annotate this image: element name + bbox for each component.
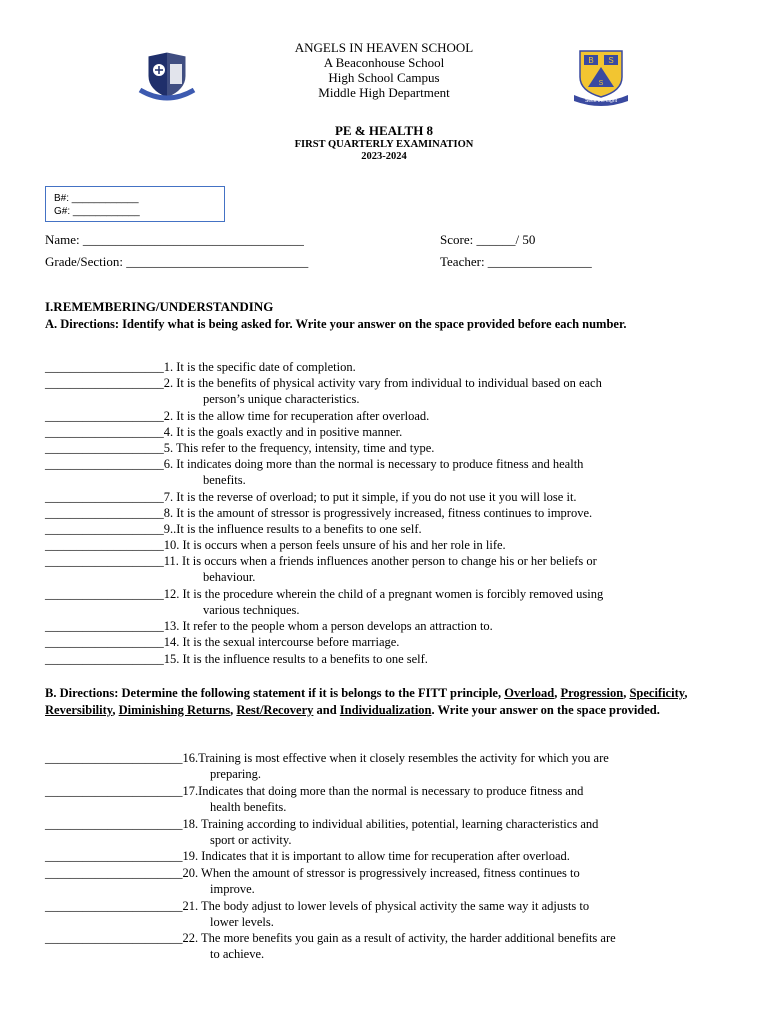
question-item bbox=[45, 930, 616, 962]
question-text: 19. Indicates that it is important to allow time for recuperation after overload. bbox=[182, 849, 570, 864]
question-item bbox=[45, 375, 602, 407]
subject-title: PE & HEALTH 8 bbox=[334, 123, 434, 138]
question-item bbox=[45, 359, 356, 375]
answer-blank[interactable]: ___________________ bbox=[45, 376, 164, 391]
question-text: 17.Indicates that doing more than the normal is necessary to produce fitness and bbox=[182, 783, 584, 798]
question-item bbox=[45, 848, 570, 864]
term-individualization: Individualization bbox=[339, 703, 432, 717]
question-text: 20. When the amount of stressor is progressively increased, fitness continues to bbox=[182, 865, 580, 880]
answer-blank[interactable]: ______________________ bbox=[45, 783, 183, 798]
logo-motto: Seek the Light bbox=[585, 98, 617, 104]
question-text: 12. It is the procedure wherein the child of a pregnant women is forcibly removed using bbox=[163, 586, 604, 601]
question-item bbox=[45, 651, 428, 667]
answer-blank[interactable]: ___________________ bbox=[45, 489, 164, 504]
answer-blank[interactable]: ___________________ bbox=[45, 457, 164, 472]
answer-blank[interactable]: ___________________ bbox=[45, 424, 164, 439]
question-item bbox=[45, 440, 434, 456]
question-item bbox=[45, 618, 493, 634]
question-text-continued: preparing. bbox=[210, 767, 262, 781]
question-item bbox=[45, 750, 609, 782]
question-text: 18. Training according to individual abilities, potential, learning characteristics and bbox=[182, 816, 599, 831]
school-campus: High School Campus bbox=[328, 70, 440, 85]
question-text: 5. This refer to the frequency, intensity, time and type. bbox=[163, 441, 435, 455]
school-name: ANGELS IN HEAVEN SCHOOL bbox=[294, 40, 474, 55]
question-text-continued: health benefits. bbox=[210, 799, 287, 814]
question-text-continued: to achieve. bbox=[210, 947, 265, 962]
question-text: 7. It is the reverse of overload; to put it simple, if you do not use it you will lose it. bbox=[163, 489, 577, 504]
school-affiliation: A Beaconhouse School bbox=[323, 55, 445, 70]
term-overload: Overload bbox=[504, 686, 555, 700]
answer-blank[interactable]: ______________________ bbox=[45, 898, 183, 913]
answer-blank[interactable]: ______________________ bbox=[45, 849, 183, 864]
directions-b-prefix: B. Directions: Determine the following statement if it is belongs to the FITT principle, bbox=[45, 686, 502, 700]
question-item bbox=[45, 634, 399, 650]
term-rest-recovery: Rest/Recovery bbox=[236, 703, 314, 717]
exam-title: FIRST QUARTERLY EXAMINATION bbox=[294, 139, 474, 150]
answer-blank[interactable]: ___________________ bbox=[45, 619, 164, 634]
answer-blank[interactable]: ______________________ bbox=[45, 816, 183, 831]
question-text: 11. It is occurs when a friends influences another person to change his or her beliefs or bbox=[163, 554, 597, 569]
question-item bbox=[45, 521, 422, 537]
term-diminishing-returns: Diminishing Returns bbox=[118, 703, 231, 717]
exam-year: 2023-2024 bbox=[361, 151, 407, 162]
and-word: and bbox=[316, 703, 337, 717]
question-text: 2. It is the allow time for recuperation after overload. bbox=[163, 408, 430, 423]
answer-blank[interactable]: ___________________ bbox=[45, 635, 164, 650]
logo-letter-b: B bbox=[588, 56, 594, 65]
answer-blank[interactable]: ______________________ bbox=[45, 931, 183, 946]
question-text-continued: sport or activity. bbox=[210, 832, 292, 847]
question-item bbox=[45, 816, 598, 848]
question-text: 6. It indicates doing more than the normal is necessary to produce fitness and health bbox=[163, 457, 584, 472]
answer-blank[interactable]: ______________________ bbox=[45, 865, 183, 880]
directions-b-suffix: Write your answer on the space provided. bbox=[437, 703, 660, 717]
question-text-continued: various techniques. bbox=[203, 602, 300, 617]
question-text: 15. It is the influence results to a benefits to one self. bbox=[163, 651, 428, 666]
question-text: 8. It is the amount of stressor is progressively increased, fitness continues to improve. bbox=[163, 505, 593, 520]
question-text-continued: person’s unique characteristics. bbox=[203, 392, 360, 407]
answer-blank[interactable]: ___________________ bbox=[45, 554, 164, 569]
question-item bbox=[45, 489, 577, 505]
g-count-field[interactable]: G#: ____________ bbox=[54, 206, 140, 217]
question-item bbox=[45, 586, 603, 618]
question-text: 13. It refer to the people whom a person develops an attraction to. bbox=[163, 619, 493, 634]
question-item bbox=[45, 898, 589, 930]
question-text: 9..It is the influence results to a benefits to one self. bbox=[163, 522, 422, 536]
b-count-field[interactable]: B#: ____________ bbox=[54, 193, 139, 204]
answer-blank[interactable]: ___________________ bbox=[45, 586, 164, 601]
answer-blank[interactable]: ___________________ bbox=[45, 441, 164, 455]
question-text: 10. It is occurs when a person feels unsure of his and her role in life. bbox=[163, 538, 506, 553]
question-item bbox=[45, 505, 592, 521]
directions-a: A. Directions: Identify what is being asked for. Write your answer on the space provided before each number. bbox=[45, 317, 627, 331]
name-field[interactable]: Name: __________________________________ bbox=[45, 232, 304, 247]
answer-blank[interactable]: ___________________ bbox=[45, 651, 164, 666]
question-text: 21. The body adjust to lower levels of physical activity the same way it adjusts to bbox=[182, 898, 590, 913]
question-text: 4. It is the goals exactly and in positive manner. bbox=[163, 424, 403, 439]
answer-blank[interactable]: ___________________ bbox=[45, 538, 164, 553]
directions-b: B. Directions: Determine the following statement if it is belongs to the FITT principle, Overload, Progression, Specificity, Reversibility, Diminishing Returns, Rest/Recovery and Individualization. Write your answer on the space provided. bbox=[45, 686, 688, 717]
question-text: 2. It is the benefits of physical activity vary from individual to individual based on each bbox=[163, 376, 602, 391]
answer-blank[interactable]: ___________________ bbox=[45, 505, 164, 520]
question-item bbox=[45, 553, 597, 585]
question-item bbox=[45, 408, 429, 424]
score-field[interactable]: Score: ______/ 50 bbox=[440, 232, 536, 247]
term-reversibility: Reversibility bbox=[45, 703, 113, 717]
school-department: Middle High Department bbox=[318, 85, 450, 100]
term-progression: Progression bbox=[560, 686, 624, 700]
question-item bbox=[45, 424, 402, 440]
question-text: 16.Training is most effective when it closely resembles the activity for which you are bbox=[182, 751, 609, 765]
question-text: 22. The more benefits you gain as a result of activity, the harder additional benefits are bbox=[182, 931, 616, 946]
question-item bbox=[45, 456, 583, 488]
question-text-continued: improve. bbox=[210, 881, 255, 896]
teacher-field[interactable]: Teacher: ________________ bbox=[440, 254, 592, 269]
question-text: 1. It is the specific date of completion. bbox=[163, 360, 356, 374]
section-heading: I.REMEMBERING/UNDERSTANDING bbox=[45, 299, 274, 314]
question-text-continued: behaviour. bbox=[203, 570, 256, 585]
answer-blank[interactable]: ___________________ bbox=[45, 522, 164, 536]
question-text-continued: lower levels. bbox=[210, 914, 274, 929]
answer-blank[interactable]: ______________________ bbox=[45, 751, 183, 765]
question-item bbox=[45, 537, 506, 553]
question-item bbox=[45, 865, 580, 897]
question-text-continued: benefits. bbox=[203, 473, 246, 488]
question-item bbox=[45, 783, 583, 815]
logo-letter-s2: S bbox=[598, 80, 604, 87]
logo-letter-s1: S bbox=[608, 56, 614, 65]
question-text: 14. It is the sexual intercourse before marriage. bbox=[163, 635, 400, 650]
answer-blank[interactable]: ___________________ bbox=[45, 360, 164, 374]
answer-blank[interactable]: ___________________ bbox=[45, 408, 164, 423]
term-specificity: Specificity bbox=[629, 686, 685, 700]
boy-girl-count-box bbox=[45, 186, 225, 222]
grade-section-field[interactable]: Grade/Section: ____________________________ bbox=[45, 254, 309, 269]
